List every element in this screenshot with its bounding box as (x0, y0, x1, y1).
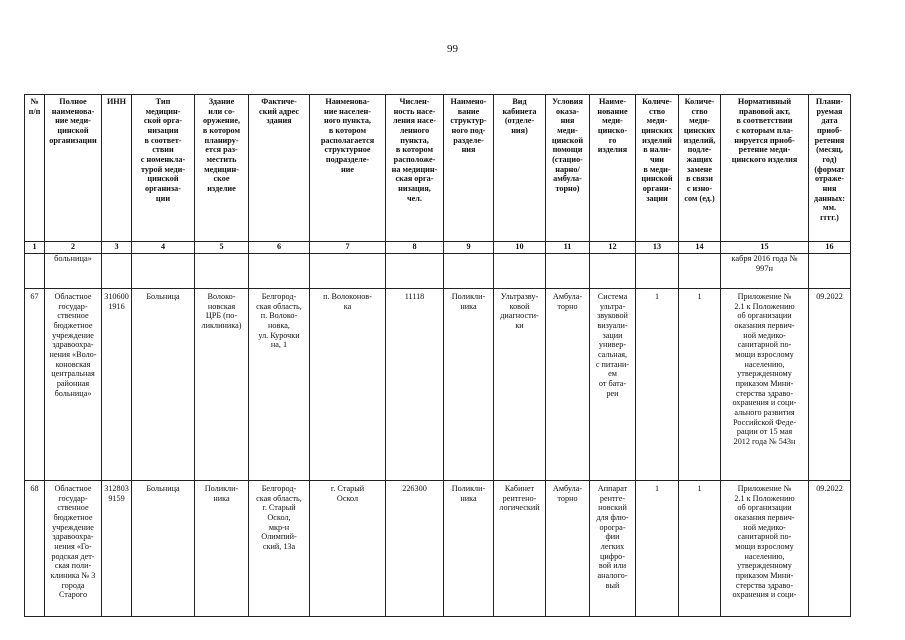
table-cell: 1 (636, 481, 679, 617)
column-number-cell: 2 (45, 242, 102, 254)
table-cell: Волоко- новская ЦРБ (по- ликлиника) (195, 289, 249, 481)
table-cell: Белгород- ская область, г. Старый Оскол, мкр-н Олимпий- ский, 13а (249, 481, 310, 617)
table-cell: Областное государ- ственное бюджетное учреждение здравоохра- нения «Воло- коновская центральная районная больница» (45, 289, 102, 481)
column-header-3: ИНН (102, 95, 132, 242)
table-cell (546, 254, 590, 289)
column-header-9: Наимено- вание структур- ного под- разделе- ния (444, 95, 494, 242)
table-cell: Поликли- ника (195, 481, 249, 617)
table-cell: 312803 9159 (102, 481, 132, 617)
table-cell: Кабинет рентгено- логический (494, 481, 546, 617)
column-header-4: Тип медицин- ской орга- низации в соответ- ствии с номенкла- турой меди- цинской организа- ции (132, 95, 195, 242)
table-cell: 09.2022 (809, 289, 851, 481)
table-cell (809, 254, 851, 289)
table-cell: Больница (132, 481, 195, 617)
column-number-cell: 8 (386, 242, 444, 254)
table-cell (25, 254, 45, 289)
table-cell: 67 (25, 289, 45, 481)
column-header-6: Фактиче- ский адрес здания (249, 95, 310, 242)
table-cell: 1 (679, 481, 721, 617)
column-header-7: Наименова- ние населен- ного пункта, в котором располагается структурное подразделе- ние (310, 95, 386, 242)
column-number-cell: 10 (494, 242, 546, 254)
column-header-13: Количе- ство меди- цинских изделий в нали- чии в меди- цинской органи- зации (636, 95, 679, 242)
column-number-cell: 13 (636, 242, 679, 254)
table-cell: 310600 1916 (102, 289, 132, 481)
column-number-cell: 1 (25, 242, 45, 254)
table-cell: 11118 (386, 289, 444, 481)
table-cell: Белгород- ская область, п. Волоко- новка, ул. Курочки на, 1 (249, 289, 310, 481)
table-cell (102, 254, 132, 289)
table-cell (590, 254, 636, 289)
column-number-cell: 15 (721, 242, 809, 254)
table-cell: 1 (636, 289, 679, 481)
column-header-8: Числен- ность насе- ления насе- ленного пункта, в котором расположе- на медицин- ская орга- низация, чел. (386, 95, 444, 242)
column-number-cell: 4 (132, 242, 195, 254)
column-header-1: № п/п (25, 95, 45, 242)
table-row (25, 289, 851, 481)
table-cell: Ультразву- ковой диагности- ки (494, 289, 546, 481)
medical-equipment-table (24, 94, 851, 617)
column-number-cell: 14 (679, 242, 721, 254)
column-number-cell: 7 (310, 242, 386, 254)
column-header-11: Условия оказа- ния меди- цинской помощи (стацио- нарно/ амбула- торно) (546, 95, 590, 242)
table-cell: Поликли- ника (444, 481, 494, 617)
header-row (25, 95, 851, 242)
column-number-cell: 11 (546, 242, 590, 254)
table-cell: Система ультра- звуковой визуали- зации универ- сальная, с питани- ем от бата- реи (590, 289, 636, 481)
table-cell (195, 254, 249, 289)
page-number: 99 (447, 43, 458, 55)
column-header-16: Плани- руемая дата приоб- ретения (месяц, год) (формат отраже- ния данных: мм. гггг.) (809, 95, 851, 242)
table-cell: Амбула- торно (546, 481, 590, 617)
table-cell: Приложение № 2.1 к Положению об организации оказания первич- ной медико- санитарной по- мощи взрослому населению, утвержденному приказом Мини- стерства здраво- охранения и соци- ального развития Российской Феде- рации от 15 мая 2012 года № 543н (721, 289, 809, 481)
column-number-cell: 16 (809, 242, 851, 254)
table-cell: 1 (679, 289, 721, 481)
table-cell: больница» (45, 254, 102, 289)
table-cell (249, 254, 310, 289)
table-cell: 226300 (386, 481, 444, 617)
table-cell: Амбула- торно (546, 289, 590, 481)
table-row (25, 254, 851, 289)
table-cell: Аппарат рентге- новский для флю- орогра- фии легких цифро- вой или аналого- вый (590, 481, 636, 617)
table-cell (386, 254, 444, 289)
table-cell (636, 254, 679, 289)
table-cell: 09.2022 (809, 481, 851, 617)
table-cell: Приложение № 2.1 к Положению об организации оказания первич- ной медико- санитарной по- мощи взрослому населению, утвержденному приказом Мини- стерства здраво- охранения и соци- (721, 481, 809, 617)
table-row (25, 481, 851, 617)
table-cell: п. Волоконов- ка (310, 289, 386, 481)
table-cell: Больница (132, 289, 195, 481)
column-number-cell: 9 (444, 242, 494, 254)
column-number-cell: 12 (590, 242, 636, 254)
table-header (25, 95, 851, 242)
column-number-cell: 5 (195, 242, 249, 254)
table-cell (310, 254, 386, 289)
column-number-cell: 3 (102, 242, 132, 254)
table-cell: кабря 2016 года № 997н (721, 254, 809, 289)
table-cell: Поликли- ника (444, 289, 494, 481)
table-cell: г. Старый Оскол (310, 481, 386, 617)
column-header-10: Вид кабинета (отделе- ния) (494, 95, 546, 242)
column-number-cell: 6 (249, 242, 310, 254)
table-cell (444, 254, 494, 289)
table-body (25, 242, 851, 617)
column-header-15: Нормативный правовой акт, в соответствии с которым пла- нируется приоб- ретение меди- цинского изделия (721, 95, 809, 242)
column-header-14: Количе- ство меди- цинских изделий, подле- жащих замене в связи с изно- сом (ед.) (679, 95, 721, 242)
table-cell (494, 254, 546, 289)
table-cell (679, 254, 721, 289)
column-header-12: Наиме- нование меди- цинско- го изделия (590, 95, 636, 242)
table-cell (132, 254, 195, 289)
table-cell: 68 (25, 481, 45, 617)
column-header-5: Здание или со- оружение, в котором планиру- ется раз- местить медицин- ское изделие (195, 95, 249, 242)
column-header-2: Полное наименова- ние меди- цинской организации (45, 95, 102, 242)
table-cell: Областное государ- ственное бюджетное учреждение здравоохра- нения «Го- родская дет- ская поли- клиника № 3 города Старого (45, 481, 102, 617)
column-number-row (25, 242, 851, 254)
